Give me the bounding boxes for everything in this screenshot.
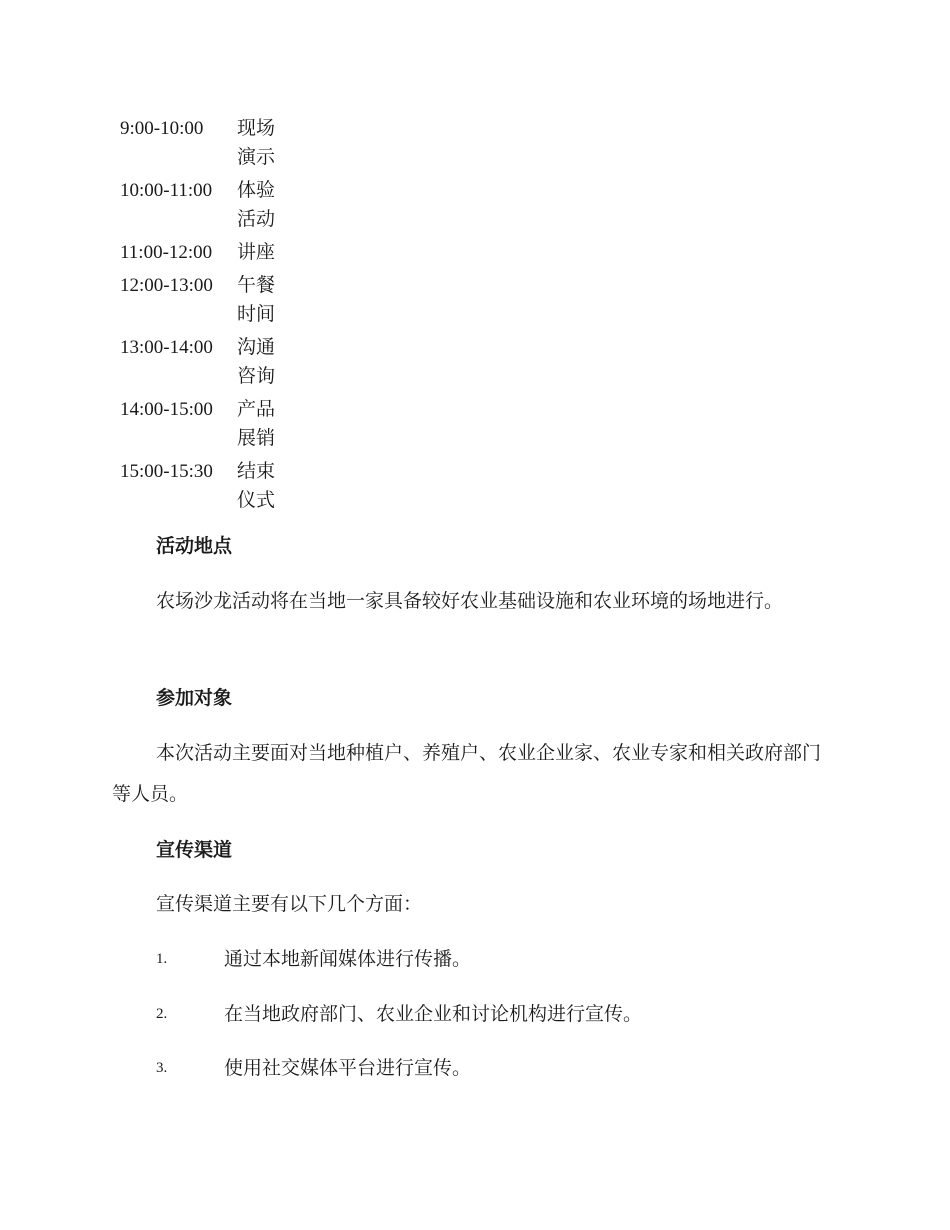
schedule-time: 10:00-11:00 [120,180,213,201]
list-number: 3. [156,1060,168,1076]
schedule-row [112,395,283,457]
list-number: 2. [156,1006,168,1022]
schedule-time: 9:00-10:00 [120,118,204,139]
list-number: 1. [156,951,168,967]
schedule-row [112,457,283,519]
schedule-table [112,114,283,519]
audience-heading: 参加对象 [156,687,233,709]
schedule-activity: 产品展销 [237,398,276,449]
schedule-activity: 体验活动 [237,179,276,230]
audience-paragraph: 本次活动主要面对当地种植户、养殖户、农业企业家、农业专家和相关政府部门等人员。 [112,742,822,805]
schedule-activity: 结束仪式 [237,460,276,511]
schedule-row [112,114,283,176]
schedule-time: 15:00-15:30 [120,461,213,482]
location-heading: 活动地点 [156,535,233,557]
schedule-time: 14:00-15:00 [120,399,213,420]
schedule-row [112,271,283,333]
schedule-time: 12:00-13:00 [120,275,213,296]
schedule-row [112,176,283,238]
channels-intro: 宣传渠道主要有以下几个方面： [156,893,423,915]
schedule-activity: 沟通咨询 [237,336,276,387]
schedule-row [112,333,283,395]
list-text: 通过本地新闻媒体进行传播。 [224,948,472,970]
schedule-time: 11:00-12:00 [120,242,213,263]
channels-heading: 宣传渠道 [156,839,233,861]
schedule-time: 13:00-14:00 [120,337,213,358]
location-paragraph: 农场沙龙活动将在当地一家具备较好农业基础设施和农业环境的场地进行。 [156,590,784,612]
list-text: 在当地政府部门、农业企业和讨论机构进行宣传。 [224,1003,643,1025]
list-text: 使用社交媒体平台进行宣传。 [224,1057,472,1079]
schedule-activity: 午餐时间 [237,274,276,325]
schedule-activity: 现场演示 [237,117,276,168]
schedule-row [112,238,283,271]
schedule-activity: 讲座 [237,241,276,263]
